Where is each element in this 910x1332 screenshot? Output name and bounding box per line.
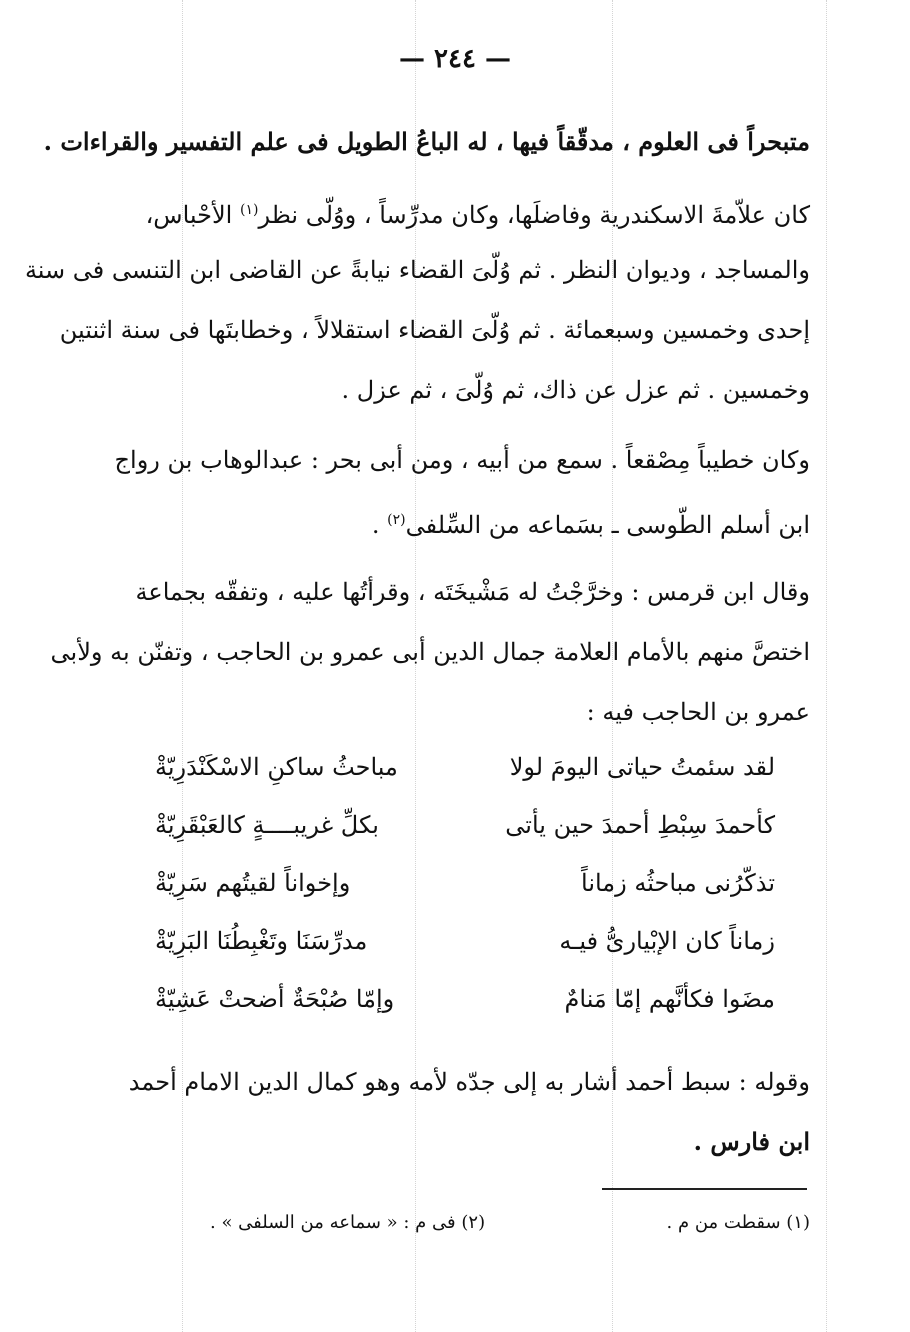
text-line: ابن فارس . [693, 1127, 810, 1156]
text-line: والمساجد ، وديوان النظر . ثم وُلّىَ القضاء نيابةً عن القاضى ابن التنسى فى سنة [24, 256, 810, 284]
poem-verse [155, 854, 775, 912]
text-line: اختصَّ منهم بالأمام العلامة جمال الدين أبى عمرو بن الحاجب ، وتفنّن به ولأبى [50, 638, 810, 666]
first-hemistich: زماناً كان الإبْيارىُّ فيـه [559, 927, 775, 955]
opening-line [43, 112, 810, 172]
page-number: — ٢٤٤ — [398, 44, 512, 74]
second-hemistich: بكلِّ غريبــــةٍ كالعَبْقَرِيّةْ [155, 811, 379, 839]
poem-verse [155, 738, 775, 796]
text-line: وقوله : سبط أحمد أشار به إلى جدّه لأمه وهو كمال الدين الامام أحمد [128, 1068, 810, 1096]
scan-guide-line [826, 0, 827, 1332]
poem [155, 738, 775, 1028]
text-line: وكان خطيباً مِصْقعاً . سمع من أبيه ، ومن أبى بحر : عبدالوهاب بن رواج [114, 446, 810, 474]
second-hemistich: وإخواناً لقيتُهم سَرِيّةْ [155, 869, 351, 897]
text-line [120, 180, 810, 240]
poem-verse [155, 912, 775, 970]
second-hemistich: مباحثُ ساكنِ الاسْكَنْدَرِيّةْ [155, 753, 398, 781]
text-line: متبحراً فى العلوم ، مدقّقاً فيها ، له الباعُ الطويل فى علم التفسير والقراءات . [43, 127, 810, 156]
text-segment: الأحْباس، [145, 201, 240, 229]
footnotes [210, 1212, 810, 1233]
paragraph-1 [24, 180, 810, 420]
first-hemistich: مضَوا فكأنَّهم إمّا مَنامٌ [564, 985, 775, 1013]
footnote-ref-2: (٢) [387, 512, 406, 528]
footnote-2: (٢) فى م : « سماعه من السلفى » . [210, 1212, 486, 1233]
poem-verse [155, 796, 775, 854]
text-line: إحدى وخمسين وسبعمائة . ثم وُلّىَ القضاء استقلالاً ، وخطابتَها فى سنة اثنتين [59, 316, 810, 344]
closing-paragraph [120, 1052, 810, 1172]
second-hemistich: وإمّا صُبْحَةٌ أضحتْ عَشِيّةْ [155, 985, 395, 1013]
poem-verse [155, 970, 775, 1028]
text-line: عمرو بن الحاجب فيه : [586, 698, 810, 726]
first-hemistich: تذكّرُنى مباحثُه زماناً [581, 869, 775, 897]
footnote-divider [602, 1188, 807, 1190]
text-line [120, 490, 810, 550]
paragraph-2 [114, 430, 810, 550]
text-segment: ابن أسلم الطّوسى ـ بسَماعه من السِّلفى [405, 511, 810, 539]
paragraph-3 [50, 562, 810, 742]
first-hemistich: كأحمدَ سِبْطِ أحمدَ حين يأتى [505, 811, 775, 839]
text-segment: كان علاّمةَ الاسكندرية وفاضلَها، وكان مدرِّساً ، ووُلّى نظر [258, 201, 810, 229]
text-line: وخمسين . ثم عزل عن ذاك، ثم وُلّىَ ، ثم عزل . [341, 376, 810, 404]
text-segment: . [371, 511, 388, 539]
footnote-ref-1: (١) [239, 202, 259, 218]
footnote-1: (١) سقطت من م . [666, 1212, 810, 1233]
second-hemistich: مدرِّسَنَا وتَغْبِطُنَا البَرِيّةْ [155, 927, 368, 955]
first-hemistich: لقد سئمتُ حياتى اليومَ لولا [509, 753, 775, 781]
text-line: وقال ابن قرمس : وخرَّجْتُ له مَشْيخَتَه ، وقرأتُها عليه ، وتفقّه بجماعة [135, 578, 810, 606]
